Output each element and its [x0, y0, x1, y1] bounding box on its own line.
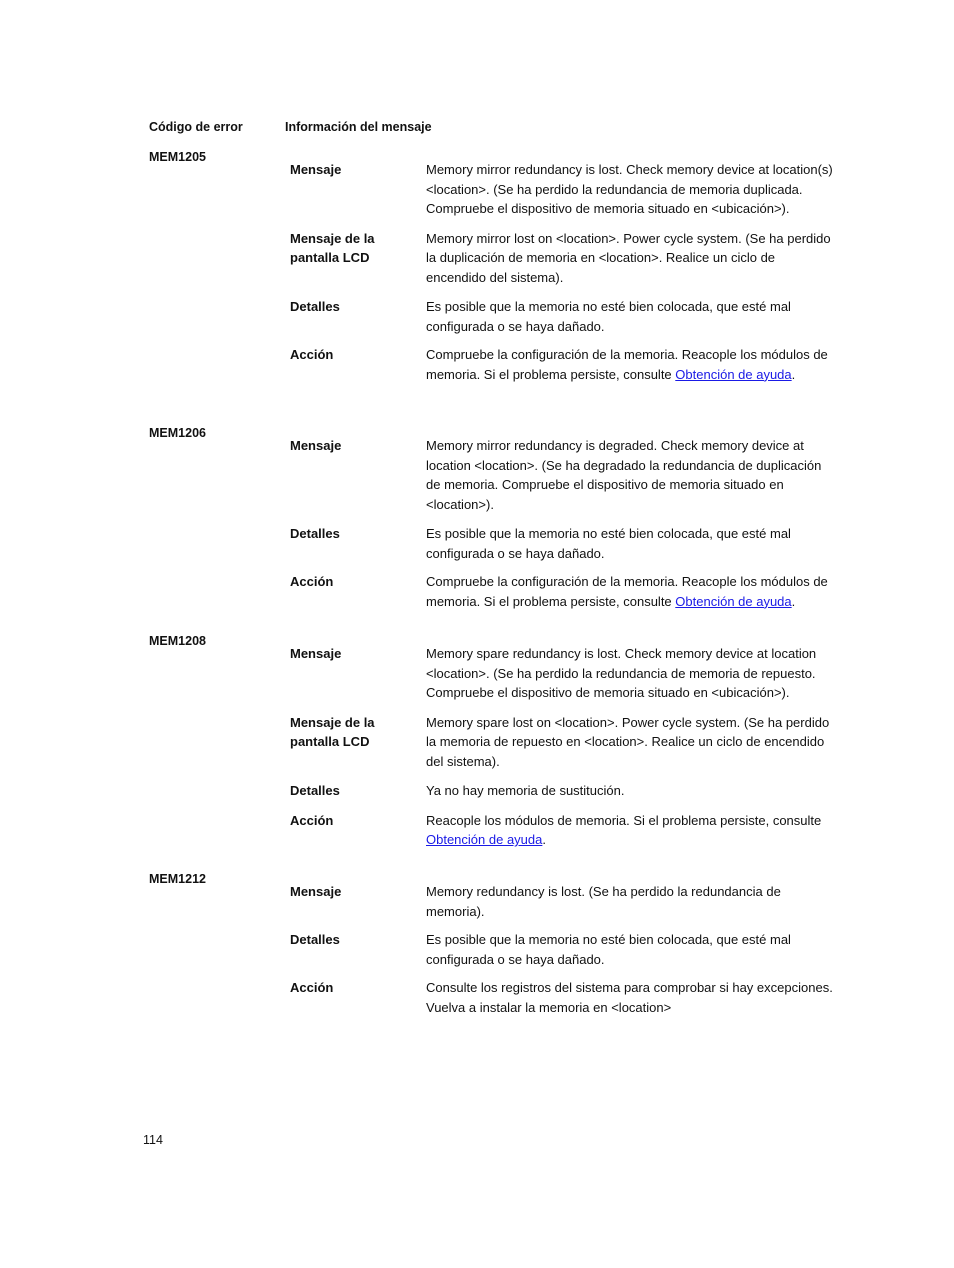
row-text: Memory mirror redundancy is degraded. Check memory device at location <location>. (Se ha degradado la redundancia de duplicación de memoria. Compruebe el dispositivo de memoria situado en <location>).: [426, 438, 822, 512]
row-text: [426, 572, 838, 611]
row-label: Acción: [290, 347, 334, 362]
message-row: [290, 644, 838, 703]
row-label: Mensaje: [290, 646, 342, 661]
message-row: [290, 882, 838, 921]
help-link[interactable]: Obtención de ayuda: [426, 832, 543, 847]
message-row: [290, 436, 838, 514]
row-label: Detalles: [290, 526, 340, 541]
row-text: Memory redundancy is lost. (Se ha perdido la redundancia de memoria).: [426, 884, 781, 919]
row-text: Memory spare redundancy is lost. Check memory device at location <location>. (Se ha perdido la redundancia de memoria de repuesto. Compruebe el dispositivo de memoria situado en <ubicación>).: [426, 646, 817, 700]
row-label: Acción: [290, 980, 334, 995]
row-text: Es posible que la memoria no esté bien colocada, que esté mal configurada o se haya dañado.: [426, 526, 791, 561]
row-text: Consulte los registros del sistema para comprobar si hay excepciones. Vuelva a instalar la memoria en <location>: [426, 980, 833, 1015]
error-code: MEM1208: [149, 634, 206, 648]
action-text: Reacople los módulos de memoria. Si el problema persiste, consulte: [426, 812, 822, 828]
help-link[interactable]: Obtención de ayuda: [675, 593, 792, 609]
page-number: 114: [143, 1133, 163, 1147]
row-text: Memory mirror lost on <location>. Power cycle system. (Se ha perdido la duplicación de memoria en <location>. Realice un ciclo de encendido del sistema).: [426, 230, 831, 285]
message-row: [290, 160, 838, 219]
column-header-error-code: Código de error: [149, 120, 243, 134]
help-link[interactable]: Obtención de ayuda: [675, 366, 792, 382]
action-row: [290, 345, 838, 384]
row-label: Detalles: [290, 932, 340, 947]
action-row: [290, 811, 838, 850]
row-text: Ya no hay memoria de sustitución.: [426, 783, 625, 798]
details-row: [290, 930, 838, 969]
row-label: Mensaje: [290, 884, 342, 899]
error-code: MEM1206: [149, 426, 206, 440]
row-text: Memory mirror redundancy is lost. Check memory device at location(s) <location>. (Se ha perdido la redundancia de memoria duplicada. Compruebe el dispositivo de memoria situado en <ubicación>).: [426, 162, 833, 216]
row-label: Mensaje de la pantalla LCD: [290, 714, 375, 749]
action-text-end: .: [791, 366, 796, 382]
row-text: Es posible que la memoria no esté bien colocada, que esté mal configurada o se haya dañado.: [426, 299, 791, 334]
error-code: MEM1205: [149, 150, 206, 164]
row-label: Acción: [290, 574, 334, 589]
row-label: Mensaje de la pantalla LCD: [290, 230, 375, 265]
details-row: [290, 524, 838, 563]
action-text-end: .: [791, 593, 796, 609]
column-header-message-info: Información del mensaje: [285, 120, 432, 134]
row-text: Memory spare lost on <location>. Power cycle system. (Se ha perdido la memoria de repuesto en <location>. Realice un ciclo de encendido del sistema).: [426, 714, 830, 769]
action-row: [290, 572, 838, 611]
lcd-message-row: [290, 713, 838, 772]
action-text: Compruebe la configuración de la memoria. Reacople los módulos de memoria. Si el problema persiste, consulte: [426, 574, 828, 609]
details-row: [290, 781, 838, 801]
row-label: Acción: [290, 812, 334, 828]
row-text: [426, 811, 838, 850]
row-label: Mensaje: [290, 438, 342, 453]
row-label: Detalles: [290, 783, 340, 798]
row-text: Es posible que la memoria no esté bien colocada, que esté mal configurada o se haya dañado.: [426, 932, 791, 967]
action-text: Compruebe la configuración de la memoria. Reacople los módulos de memoria. Si el problema persiste, consulte: [426, 347, 828, 382]
row-text: [426, 345, 838, 384]
row-label: Mensaje: [290, 162, 342, 177]
lcd-message-row: [290, 229, 838, 288]
details-row: [290, 297, 838, 336]
action-text-end: .: [542, 832, 546, 847]
action-row: [290, 978, 838, 1017]
row-label: Detalles: [290, 299, 340, 314]
error-code: MEM1212: [149, 872, 206, 886]
